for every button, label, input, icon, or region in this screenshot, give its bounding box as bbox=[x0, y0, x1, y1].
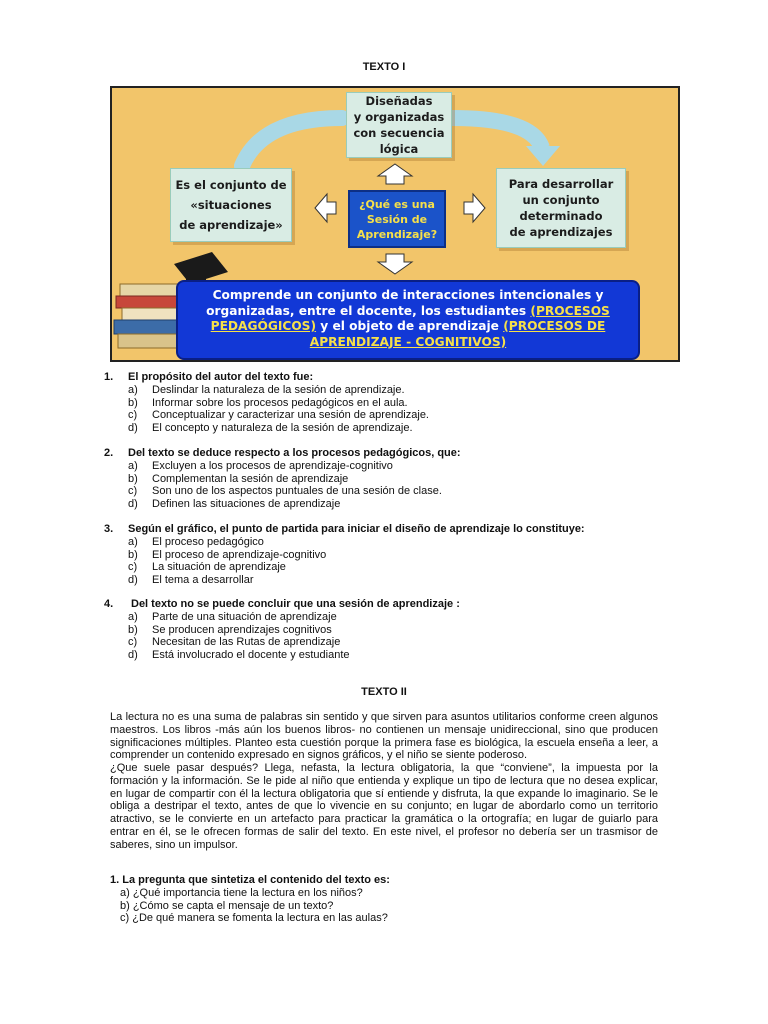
option bbox=[0, 549, 768, 562]
option bbox=[0, 460, 768, 473]
option-letter: a) bbox=[128, 459, 138, 472]
option-letter: d) bbox=[128, 498, 138, 511]
question-3 bbox=[0, 523, 768, 587]
option-letter: c) bbox=[128, 636, 138, 649]
down-arrow-icon bbox=[378, 254, 412, 274]
box-conjunto-situaciones: Es el conjunto de «situaciones de aprendizaje» bbox=[170, 168, 292, 242]
book bbox=[122, 308, 180, 320]
option: b) ¿Cómo se capta el mensaje de un texto? bbox=[120, 899, 334, 912]
question-2 bbox=[0, 447, 768, 511]
question-number: 3. bbox=[104, 523, 114, 535]
book bbox=[116, 296, 180, 308]
option-text: El proceso de aprendizaje-cognitivo bbox=[152, 548, 327, 561]
option-text: Necesitan de las Rutas de aprendizaje bbox=[152, 636, 341, 649]
paragraph-1: La lectura no es una suma de palabras sin sentido y que sirven para asuntos utilitarios conforme creen algunos maestros. Los libros -más aún los buenos libros- no contienen un mensaje unidireccional, sino que producen significaciones múltiples. Planteo esta cuestión porque la primera fase es biológica, la escuela enseña a leer, a comprender un contenido expresado en signos gráficos, y el niño se siente poderoso. bbox=[110, 711, 658, 762]
texto-2-question bbox=[110, 874, 390, 925]
option-letter: b) bbox=[128, 396, 138, 409]
option bbox=[0, 536, 768, 549]
option bbox=[0, 473, 768, 486]
option-letter: d) bbox=[128, 574, 138, 587]
option bbox=[0, 624, 768, 637]
option-letter: a) bbox=[128, 383, 138, 396]
curved-arrow-right bbox=[452, 118, 542, 148]
up-arrow-icon bbox=[378, 164, 412, 184]
right-arrow-icon bbox=[464, 194, 485, 222]
question-4 bbox=[0, 598, 768, 662]
book bbox=[118, 334, 180, 348]
question-number: 2. bbox=[104, 447, 114, 459]
banner-text bbox=[184, 288, 632, 350]
option: a) ¿Qué importancia tiene la lectura en los niños? bbox=[120, 886, 363, 899]
option-text: La situación de aprendizaje bbox=[152, 561, 286, 574]
option-letter: c) bbox=[128, 485, 138, 498]
option-letter: c) bbox=[128, 561, 138, 574]
session-diagram bbox=[110, 86, 680, 362]
option bbox=[0, 409, 768, 422]
question-number: 1. bbox=[104, 371, 114, 383]
definition-banner bbox=[176, 280, 640, 360]
option bbox=[0, 485, 768, 498]
box-disenadas: Diseñadas y organizadas con secuencia lógica bbox=[346, 92, 452, 158]
option-text: Informar sobre los procesos pedagógicos en el aula. bbox=[152, 396, 408, 409]
option bbox=[0, 611, 768, 624]
option bbox=[0, 561, 768, 574]
option-letter: b) bbox=[128, 472, 138, 485]
option-text: El concepto y naturaleza de la sesión de aprendizaje. bbox=[152, 422, 413, 435]
option bbox=[0, 498, 768, 511]
banner-part1: Comprende un conjunto de interacciones intencionales y organizadas, entre el docente, los estudiantes bbox=[206, 288, 604, 318]
option bbox=[0, 422, 768, 435]
option-letter: a) bbox=[128, 535, 138, 548]
option-letter: a) bbox=[128, 610, 138, 623]
question-text: Del texto se deduce respecto a los procesos pedagógicos, que: bbox=[128, 447, 461, 459]
curved-arrow-left bbox=[242, 118, 342, 166]
question-text: Del texto no se puede concluir que una sesión de aprendizaje : bbox=[131, 598, 460, 610]
option-text: Se producen aprendizajes cognitivos bbox=[152, 623, 332, 636]
option-text: Complementan la sesión de aprendizaje bbox=[152, 472, 349, 485]
option-letter: b) bbox=[128, 623, 138, 636]
option bbox=[0, 397, 768, 410]
book bbox=[120, 284, 180, 296]
arrow-head-right bbox=[526, 146, 560, 166]
option-letter: b) bbox=[128, 548, 138, 561]
option bbox=[0, 636, 768, 649]
paragraph-2: ¿Que suele pasar después? Llega, nefasta, la lectura obligatoria, la que “conviene”, la impuesta por la formación y la información. Se le pide al niño que entienda y explique un tipo de lectura que no desea explicar, en lugar de compartir con él la lectura obligatoria que sí entiende y disfruta, la que expande lo imaginario. Se le obliga a destripar el texto, antes de que lo vivencie en su conjunto; en lugar de abordarlo como un territorio atractivo, se le convierte en un artefacto para practicar la gramática o la ortografía; en lugar de guiarlo para entrar en él, se le ofrecen formas de salir del texto. En este nivel, el profesor no debería ser un trasmisor de saberes, sino un impulsor. bbox=[110, 762, 658, 851]
option-text: El tema a desarrollar bbox=[152, 574, 254, 587]
option bbox=[0, 574, 768, 587]
option-text: Son uno de los aspectos puntuales de una sesión de clase. bbox=[152, 485, 442, 498]
book bbox=[114, 320, 180, 334]
option bbox=[0, 649, 768, 662]
option-text: Definen las situaciones de aprendizaje bbox=[152, 498, 341, 511]
texto-1-title: TEXTO I bbox=[362, 61, 406, 73]
question-number: 4. bbox=[104, 598, 114, 610]
question-text: 1. La pregunta que sintetiza el contenido del texto es: bbox=[110, 874, 390, 886]
option: c) ¿De qué manera se fomenta la lectura en las aulas? bbox=[120, 912, 388, 925]
option-text: Deslindar la naturaleza de la sesión de aprendizaje. bbox=[152, 383, 405, 396]
option-text: Conceptualizar y caracterizar una sesión de aprendizaje. bbox=[152, 409, 429, 422]
texto-2-body bbox=[110, 711, 658, 851]
banner-procesos-pedagogicos: (PROCESOS PEDAGÓGICOS) bbox=[210, 303, 610, 333]
option-letter: d) bbox=[128, 649, 138, 662]
question-text: Según el gráfico, el punto de partida para iniciar el diseño de aprendizaje lo constituye: bbox=[128, 523, 585, 535]
left-arrow-icon bbox=[315, 194, 336, 222]
texto-2-title: TEXTO II bbox=[361, 686, 407, 698]
option-text: Excluyen a los procesos de aprendizaje-cognitivo bbox=[152, 459, 393, 472]
option-text: Parte de una situación de aprendizaje bbox=[152, 610, 337, 623]
question-1 bbox=[0, 371, 768, 435]
option-text: El proceso pedagógico bbox=[152, 535, 264, 548]
option bbox=[0, 384, 768, 397]
center-question-box: ¿Qué es una Sesión de Aprendizaje? bbox=[348, 190, 446, 248]
option-letter: c) bbox=[128, 409, 138, 422]
option-text: Está involucrado el docente y estudiante bbox=[152, 649, 350, 662]
question-text: El propósito del autor del texto fue: bbox=[128, 371, 314, 383]
box-desarrollar-aprendizajes: Para desarrollar un conjunto determinado de aprendizajes bbox=[496, 168, 626, 248]
banner-procesos-aprendizaje: (PROCESOS DE APRENDIZAJE - COGNITIVOS) bbox=[309, 319, 606, 349]
option-letter: d) bbox=[128, 422, 138, 435]
banner-part2: y el objeto de aprendizaje bbox=[316, 319, 504, 333]
